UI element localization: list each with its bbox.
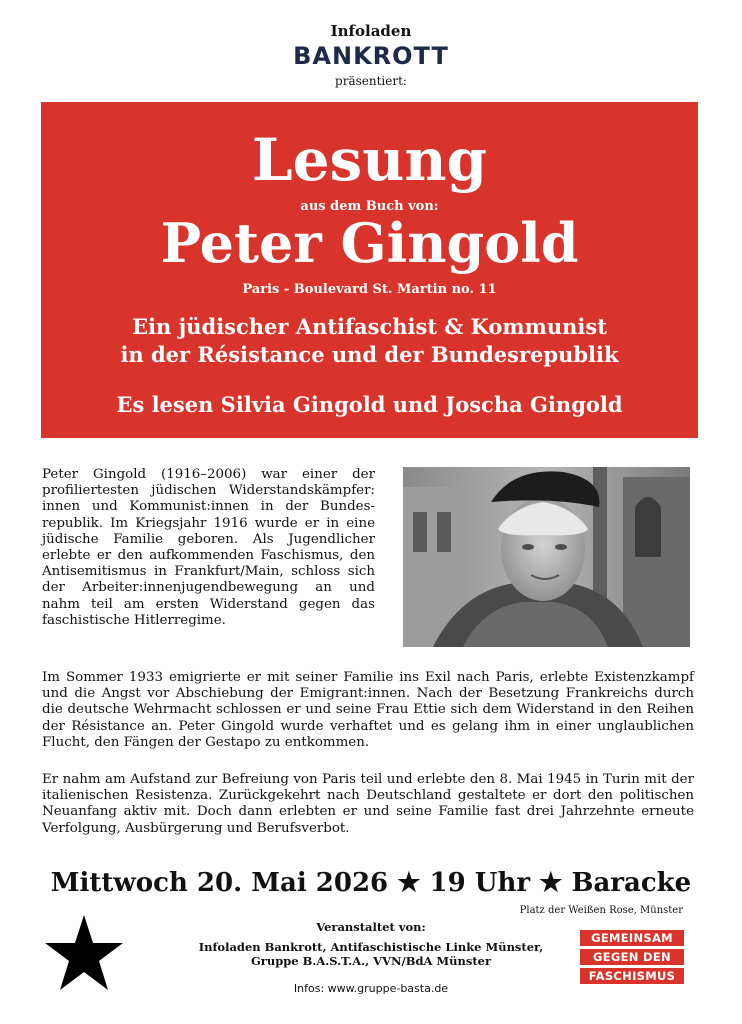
event-banner	[41, 102, 698, 438]
organizers-line-1: Infoladen Bankrott, Antifaschistische Linke Münster,	[198, 940, 544, 954]
presents-label: präsentiert:	[335, 74, 407, 88]
readers-line: Es lesen Silvia Gingold und Joscha Gingold	[116, 392, 623, 417]
bio-paragraph-1: Peter Gingold (1916–2006) war einer der profiliertesten jüdischen Widerstandskämpfer: innen und Kommunist:innen in der Bundesrepublik. Im Kriegsjahr 1916 wurde er in eine jüdische Familie geboren. Als Jugendlicher erlebte er den aufkommenden Faschismus, den Antisemitismus in Frankfurt/Main, schloss sich der Arbeiter:innenjugendbewegung an und nahm teil am ersten Widerstand gegen das faschistische Hitlerregime.	[42, 467, 375, 628]
portrait-photo	[403, 467, 690, 647]
event-subtitle: aus dem Buch von:	[300, 199, 439, 214]
badge-row-3: FASCHISMUS	[580, 968, 684, 984]
event-venue: Platz der Weißen Rose, Münster	[519, 905, 683, 916]
event-date-line: Mittwoch 20. Mai 2026 ★ 19 Uhr ★ Baracke	[50, 868, 692, 898]
organizers-heading: Veranstaltet von:	[316, 920, 426, 934]
organizers-line-2: Gruppe B.A.S.T.A., VVN/BdA Münster	[250, 954, 492, 968]
org-label: Infoladen	[330, 22, 412, 40]
description-line-2: in der Résistance und der Bundesrepublik	[120, 342, 619, 367]
bio-paragraph-2: Im Sommer 1933 emigrierte er mit seiner Familie ins Exil nach Paris, erlebte Existenzkampf und die Angst vor Abschiebung der Emigrant:innen. Nach der Besetzung Frankreichs durch die deutsche Wehrmacht schlossen er und seine Frau Ettie sich dem Widerstand in den Reihen der Résistance an. Peter Gingold wurde verhaftet und es gelang ihm in einer unglaublichen Flucht, den Fängen der Gestapo zu entkommen.	[42, 670, 694, 750]
badge-row-1: GEMEINSAM	[580, 930, 684, 946]
badge-row-2: GEGEN DEN	[580, 949, 684, 965]
bio-paragraph-3: Er nahm am Aufstand zur Befreiung von Paris teil und erlebte den 8. Mai 1945 in Turin mit der italienischen Resistenza. Zurückgekehrt nach Deutschland gestaltete er dort den politischen Neuanfang aktiv mit. Doch dann erlebten er und seine Familie fast drei Jahrzehnte erneute Verfolgung, Ausbürgerung und Berufsverbot.	[42, 772, 694, 836]
description-line-1: Ein jüdischer Antifaschist & Kommunist	[132, 314, 607, 339]
event-title: Lesung	[251, 126, 488, 194]
org-logo: BANKROTT	[293, 42, 449, 70]
book-title: Paris - Boulevard St. Martin no. 11	[242, 282, 497, 297]
author-name: Peter Gingold	[160, 211, 579, 275]
info-link[interactable]: Infos: www.gruppe-basta.de	[293, 982, 449, 995]
campaign-badge	[580, 930, 684, 987]
